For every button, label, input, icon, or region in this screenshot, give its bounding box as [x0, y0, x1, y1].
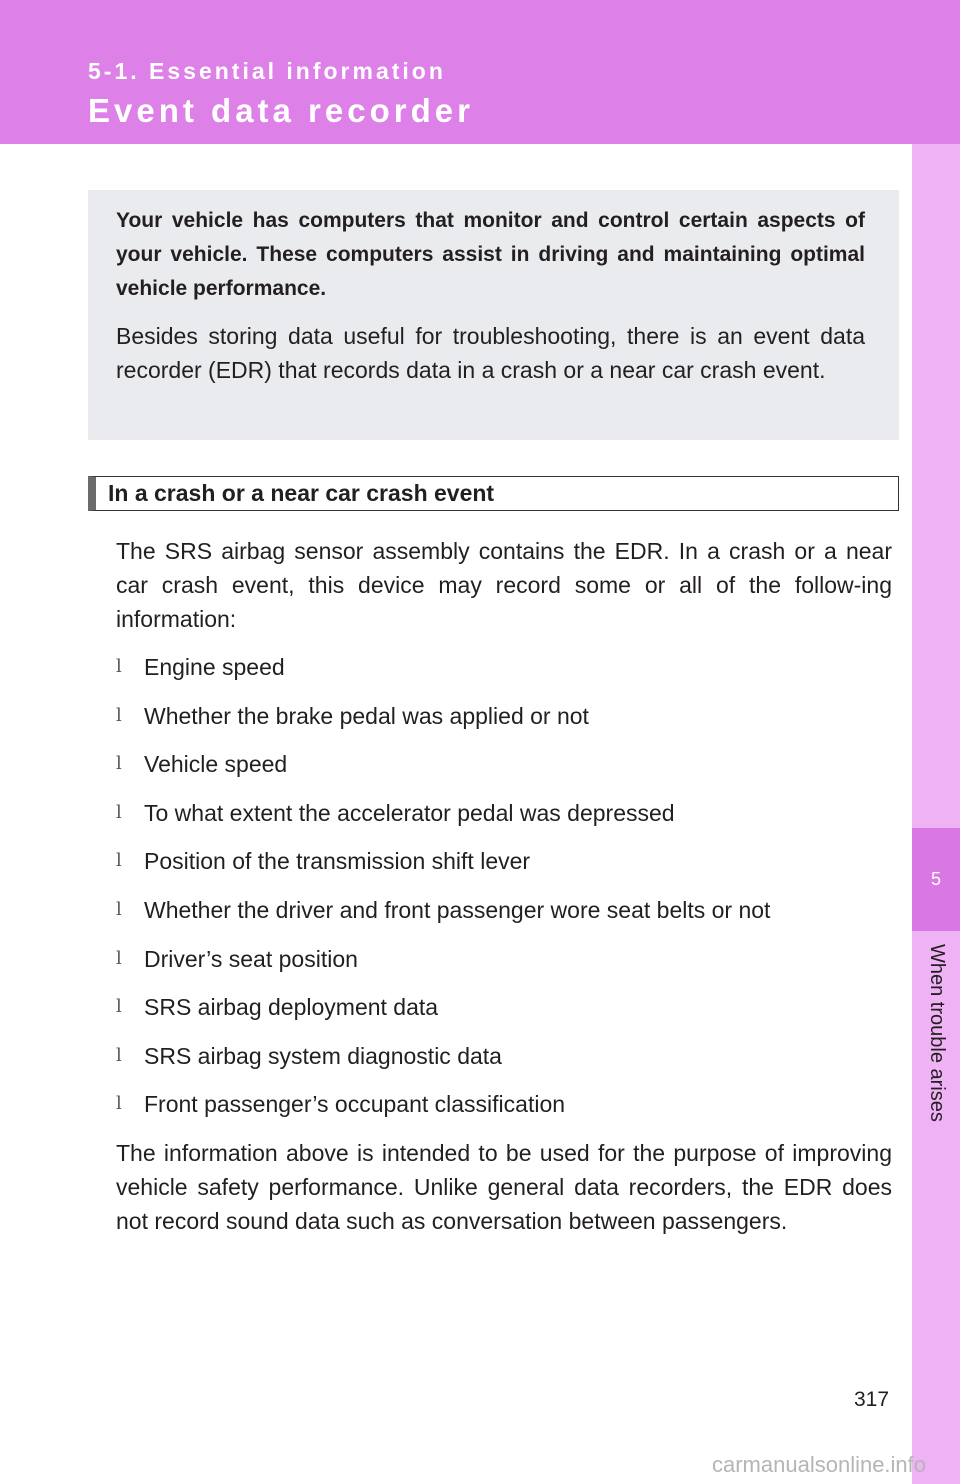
chapter-number-box	[912, 828, 960, 931]
section-body	[116, 534, 892, 1238]
list-item	[116, 1039, 892, 1088]
watermark: carmanualsonline.info	[712, 1452, 927, 1477]
list-item	[116, 650, 892, 699]
section-label: 5-1. Essential information	[88, 58, 446, 84]
list-item-text: Whether the brake pedal was applied or not	[144, 702, 589, 729]
info-list	[116, 650, 892, 1136]
bullet-icon: l	[116, 753, 122, 775]
list-item-text: SRS airbag deployment data	[144, 994, 439, 1021]
page-number: 317	[854, 1388, 890, 1411]
list-item	[116, 893, 892, 942]
section-heading: In a crash or a near car crash event	[88, 476, 899, 511]
bullet-icon: l	[116, 996, 122, 1018]
bullet-icon: l	[116, 850, 122, 872]
intro-normal-text: Besides storing data useful for troubleshooting, there is an event data recorder (EDR) that records data in a crash or a near car crash event.	[116, 323, 865, 383]
intro-bold-text: Your vehicle has computers that monitor and control certain aspects of your vehicle. These computers assist in driving and maintaining optimal vehicle performance.	[116, 209, 865, 300]
bullet-icon: l	[116, 704, 122, 726]
bullet-icon: l	[116, 947, 122, 969]
list-item	[116, 844, 892, 893]
bullet-icon: l	[116, 656, 122, 677]
list-item	[116, 699, 892, 748]
list-item-text: Driver’s seat position	[144, 945, 358, 972]
list-item	[116, 796, 892, 845]
page-title: Event data recorder	[88, 92, 474, 129]
list-item	[116, 990, 892, 1039]
list-item-text: Vehicle speed	[144, 751, 288, 778]
list-item	[116, 1087, 892, 1136]
list-item	[116, 747, 892, 796]
list-item-text: Whether the driver and front passenger wore seat belts or not	[144, 896, 771, 923]
chapter-title-vertical: When trouble arises	[926, 944, 948, 1122]
bullet-icon: l	[116, 1044, 122, 1066]
list-item-text: Position of the transmission shift lever	[144, 848, 531, 875]
list-item	[116, 942, 892, 991]
page-header	[0, 0, 960, 144]
lead-paragraph: The SRS airbag sensor assembly contains the EDR. In a crash or a near car crash event, this device may record some or all of the follow-ing information:	[116, 538, 892, 632]
list-item-text: Front passenger’s occupant classification	[144, 1091, 566, 1118]
list-item-text: Engine speed	[144, 654, 285, 680]
closing-paragraph: The information above is intended to be used for the purpose of improving vehicle safety performance. Unlike general data recorders, the EDR does not record sound data such as conversation between passengers.	[116, 1139, 892, 1234]
chapter-number: 5	[930, 869, 941, 889]
chapter-side-tab	[912, 144, 960, 1484]
bullet-icon: l	[116, 801, 122, 823]
list-item-text: SRS airbag system diagnostic data	[144, 1042, 502, 1069]
bullet-icon: l	[116, 1093, 122, 1115]
bullet-icon: l	[116, 898, 122, 920]
intro-box	[88, 190, 899, 440]
list-item-text: To what extent the accelerator pedal was depressed	[144, 799, 675, 826]
